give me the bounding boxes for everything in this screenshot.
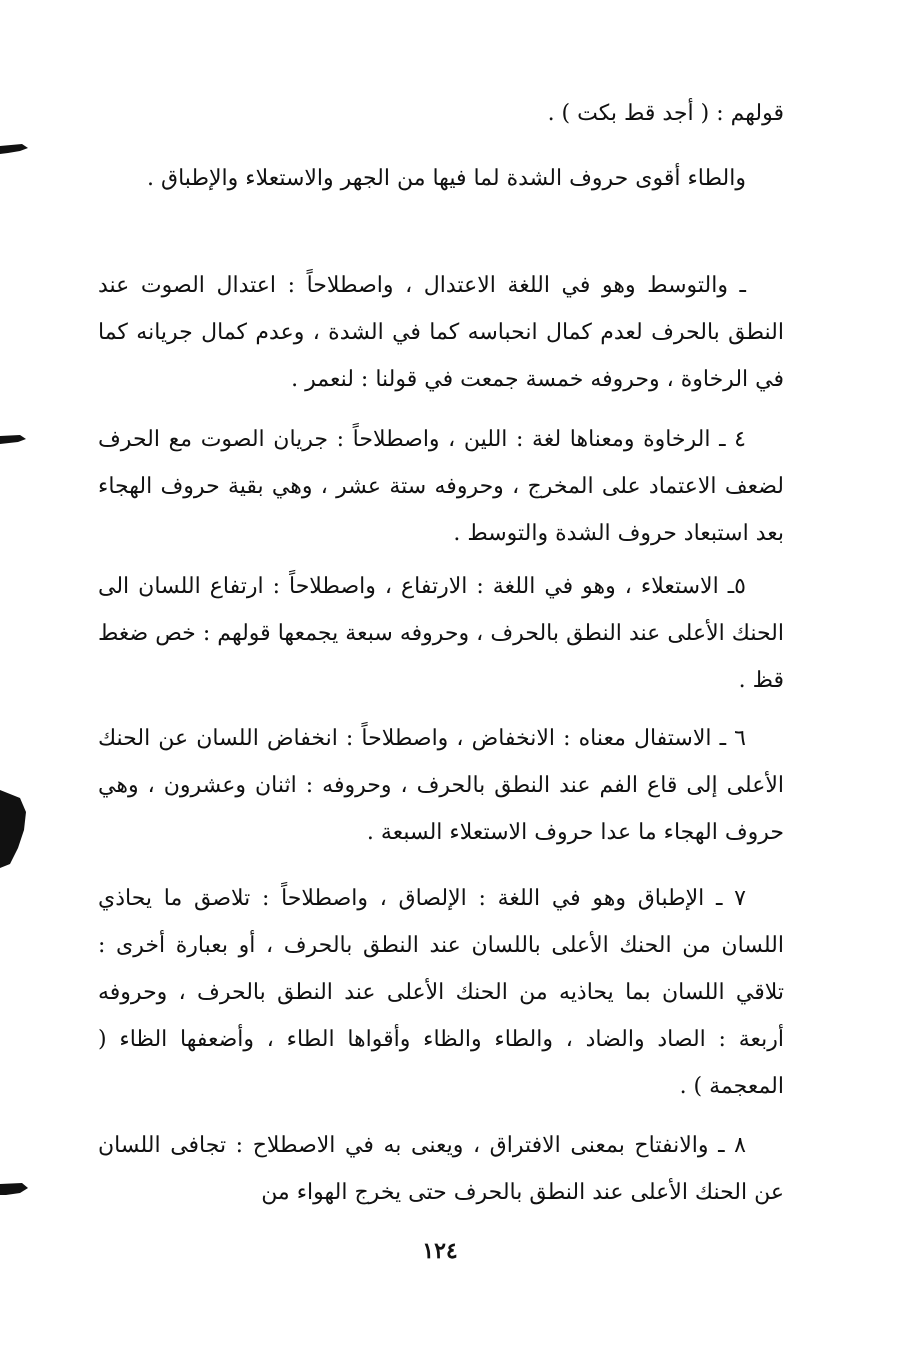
paragraph: ٦ ـ الاستفال معناه : الانخفاض ، واصطلاحاً : انخفاض اللسان عن الحنك الأعلى إلى قاع الفم عند النطق بالحرف ، وحروفه : اثنان وعشرون ، وهي حروف الهجاء ما عدا حروف الاستعلاء السبعة . [98, 726, 784, 845]
paragraph: والطاء أقوى حروف الشدة لما فيها من الجهر والاستعلاء والإطباق . [147, 166, 746, 191]
scan-edge-mark [0, 1180, 30, 1202]
scan-edge-mark [0, 790, 34, 870]
scan-edge-mark [0, 140, 30, 160]
page-number: ١٢٤ [422, 1238, 458, 1264]
paragraph: ٥ـ الاستعلاء ، وهو في اللغة : الارتفاع ، واصطلاحاً : ارتفاع اللسان الى الحنك الأعلى عند النطق بالحرف ، وحروفه سبعة يجمعها قولهم : خص ضغط قظ . [98, 574, 784, 693]
paragraph: ٧ ـ الإطباق وهو في اللغة : الإلصاق ، واصطلاحاً : تلاصق ما يحاذي اللسان من الحنك الأعلى باللسان عند النطق بالحرف ، أو بعبارة أخرى : تلاقي اللسان بما يحاذيه من الحنك الأعلى عند النطق بالحرف ، وحروفه أربعة : الصاد والضاد ، والطاء والظاء وأقواها الطاء ، وأضعفها الظاء ( المعجمة ) . [98, 886, 784, 1099]
paragraph: ـ والتوسط وهو في اللغة الاعتدال ، واصطلاحاً : اعتدال الصوت عند النطق بالحرف لعدم كمال انحباسه كما في الشدة ، وعدم كمال جريانه كما في الرخاوة ، وحروفه خمسة جمعت في قولنا : لنعمر . [98, 273, 784, 392]
paragraph: قولهم : ( أجد قط بكت ) . [547, 101, 784, 126]
scan-edge-mark [0, 430, 30, 450]
paragraph: ٤ ـ الرخاوة ومعناها لغة : اللين ، واصطلاحاً : جريان الصوت مع الحرف لضعف الاعتماد على المخرج ، وحروفه ستة عشر ، وهي بقية حروف الهجاء بعد استبعاد حروف الشدة والتوسط . [98, 427, 784, 546]
paragraph: ٨ ـ والانفتاح بمعنى الافتراق ، ويعنى به في الاصطلاح : تجافى اللسان عن الحنك الأعلى عند النطق بالحرف حتى يخرج الهواء من [98, 1133, 784, 1205]
